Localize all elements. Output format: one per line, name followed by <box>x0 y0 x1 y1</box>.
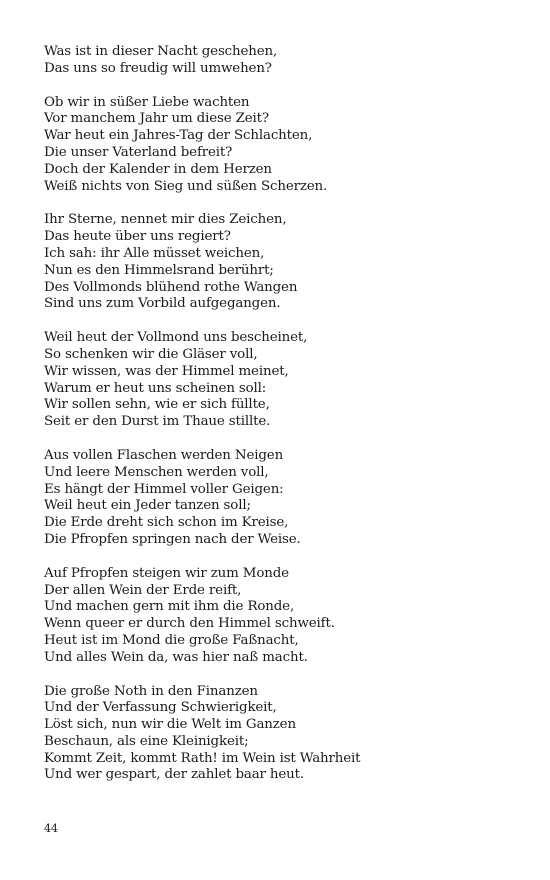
verse-line: Das heute über uns regiert? <box>44 229 231 245</box>
verse-line: Die unser Vaterland befreit? <box>44 144 233 160</box>
verse-line: Warum er heut uns scheinen soll: <box>44 380 267 396</box>
stanza-7 <box>44 684 514 785</box>
verse-line: Die Erde dreht sich schon im Kreise, <box>44 515 289 531</box>
verse-line: Seit er den Durst im Thaue stillte. <box>44 414 271 430</box>
verse-line: Und wer gespart, der zahlet baar heut. <box>44 767 304 783</box>
verse-line: Beschaun, als eine Kleinigkeit; <box>44 733 249 749</box>
stanza-4 <box>44 330 514 431</box>
verse-line: Ihr Sterne, nennet mir dies Zeichen, <box>44 212 287 228</box>
verse-line: Wenn queer er durch den Himmel schweift. <box>44 616 335 632</box>
verse-line: Die große Noth in den Finanzen <box>44 683 258 699</box>
stanza-2 <box>44 95 514 196</box>
verse-line: Sind uns zum Vorbild aufgegangen. <box>44 296 281 312</box>
verse-line: Die Pfropfen springen nach der Weise. <box>44 531 301 547</box>
page-number: 44 <box>44 822 58 835</box>
stanza-6 <box>44 566 514 667</box>
verse-line: Wir wissen, was der Himmel meinet, <box>44 363 289 379</box>
verse-line: Ich sah: ihr Alle müsset weichen, <box>44 245 265 261</box>
verse-line: Was ist in dieser Nacht geschehen, <box>44 44 278 59</box>
verse-line: Der allen Wein der Erde reift, <box>44 582 242 598</box>
verse-line: Kommt Zeit, kommt Rath! im Wein ist Wahrheit <box>44 750 361 766</box>
verse-line: Des Vollmonds blühend rothe Wangen <box>44 279 298 295</box>
verse-line: Ob wir in süßer Liebe wachten <box>44 94 250 110</box>
poem-text <box>44 44 514 801</box>
stanza-5 <box>44 448 514 549</box>
verse-line: Und leere Menschen werden voll, <box>44 464 269 480</box>
verse-line: Das uns so freudig will umwehen? <box>44 60 272 76</box>
verse-line: Und machen gern mit ihm die Ronde, <box>44 599 295 615</box>
verse-line: Und alles Wein da, was hier naß macht. <box>44 649 308 665</box>
verse-line: War heut ein Jahres-Tag der Schlachten, <box>44 128 313 144</box>
verse-line: Wir sollen sehn, wie er sich füllte, <box>44 397 270 413</box>
verse-line: Weil heut ein Jeder tanzen soll; <box>44 498 251 514</box>
verse-line: Heut ist im Mond die große Faßnacht, <box>44 632 299 648</box>
verse-line: Weiß nichts von Sieg und süßen Scherzen. <box>44 178 328 194</box>
verse-line: Es hängt der Himmel voller Geigen: <box>44 481 284 497</box>
verse-line: Vor manchem Jahr um diese Zeit? <box>44 111 269 127</box>
verse-line: Nun es den Himmelsrand berührt; <box>44 262 274 278</box>
verse-line: Und der Verfassung Schwierigkeit, <box>44 700 277 716</box>
verse-line: Weil heut der Vollmond uns bescheinet, <box>44 330 308 346</box>
verse-line: Auf Pfropfen steigen wir zum Monde <box>44 565 289 581</box>
verse-line: Aus vollen Flaschen werden Neigen <box>44 447 284 463</box>
verse-line: Doch der Kalender in dem Herzen <box>44 161 272 177</box>
verse-line: So schenken wir die Gläser voll, <box>44 346 258 362</box>
stanza-3 <box>44 212 514 313</box>
verse-line: Löst sich, nun wir die Welt im Ganzen <box>44 717 296 733</box>
stanza-1 <box>44 44 514 78</box>
